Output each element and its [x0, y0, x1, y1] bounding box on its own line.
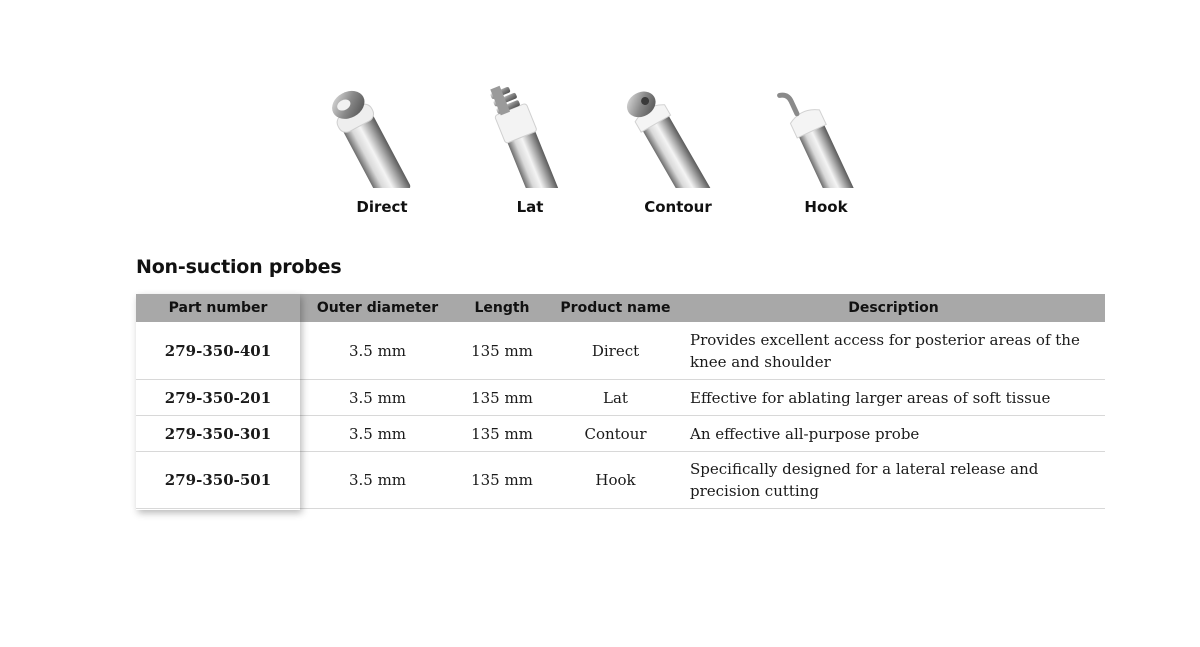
probe-table [136, 294, 1105, 509]
cell-part-number: 279-350-301 [136, 416, 300, 452]
probe-label-direct: Direct [356, 198, 408, 216]
header-length: Length [455, 294, 549, 322]
probe-hook [751, 78, 901, 216]
probe-label-hook: Hook [804, 198, 848, 216]
cell-length: 135 mm [455, 416, 549, 452]
section-title: Non-suction probes [136, 256, 342, 278]
table-header-row [136, 294, 1105, 322]
header-description: Description [682, 294, 1105, 322]
cell-description: Provides excellent access for posterior areas of the knee and shoulder [682, 322, 1105, 380]
cell-description: Specifically designed for a lateral release and precision cutting [682, 452, 1105, 509]
table-row [136, 452, 1105, 509]
probe-label-contour: Contour [644, 198, 712, 216]
table-row [136, 322, 1105, 380]
cell-outer-diameter: 3.5 mm [300, 380, 455, 416]
cell-part-number: 279-350-201 [136, 380, 300, 416]
probe-label-lat: Lat [516, 198, 544, 216]
table-row [136, 380, 1105, 416]
header-product-name: Product name [549, 294, 682, 322]
cell-outer-diameter: 3.5 mm [300, 416, 455, 452]
contour-probe-tip-icon [603, 78, 753, 188]
cell-product-name: Lat [549, 380, 682, 416]
cell-part-number: 279-350-501 [136, 452, 300, 509]
cell-length: 135 mm [455, 322, 549, 380]
header-part-number: Part number [136, 294, 300, 322]
probe-contour [603, 78, 753, 216]
cell-description: Effective for ablating larger areas of soft tissue [682, 380, 1105, 416]
cell-outer-diameter: 3.5 mm [300, 452, 455, 509]
cell-outer-diameter: 3.5 mm [300, 322, 455, 380]
cell-product-name: Direct [549, 322, 682, 380]
header-outer-diameter: Outer diameter [300, 294, 455, 322]
table-row [136, 416, 1105, 452]
direct-probe-tip-icon [307, 78, 457, 188]
cell-part-number: 279-350-401 [136, 322, 300, 380]
cell-product-name: Contour [549, 416, 682, 452]
lat-probe-tip-icon [455, 78, 605, 188]
probe-images-row [0, 78, 1200, 228]
cell-length: 135 mm [455, 452, 549, 509]
cell-product-name: Hook [549, 452, 682, 509]
probe-direct [307, 78, 457, 216]
cell-length: 135 mm [455, 380, 549, 416]
probe-lat [455, 78, 605, 216]
cell-description: An effective all-purpose probe [682, 416, 1105, 452]
hook-probe-tip-icon [751, 78, 901, 188]
